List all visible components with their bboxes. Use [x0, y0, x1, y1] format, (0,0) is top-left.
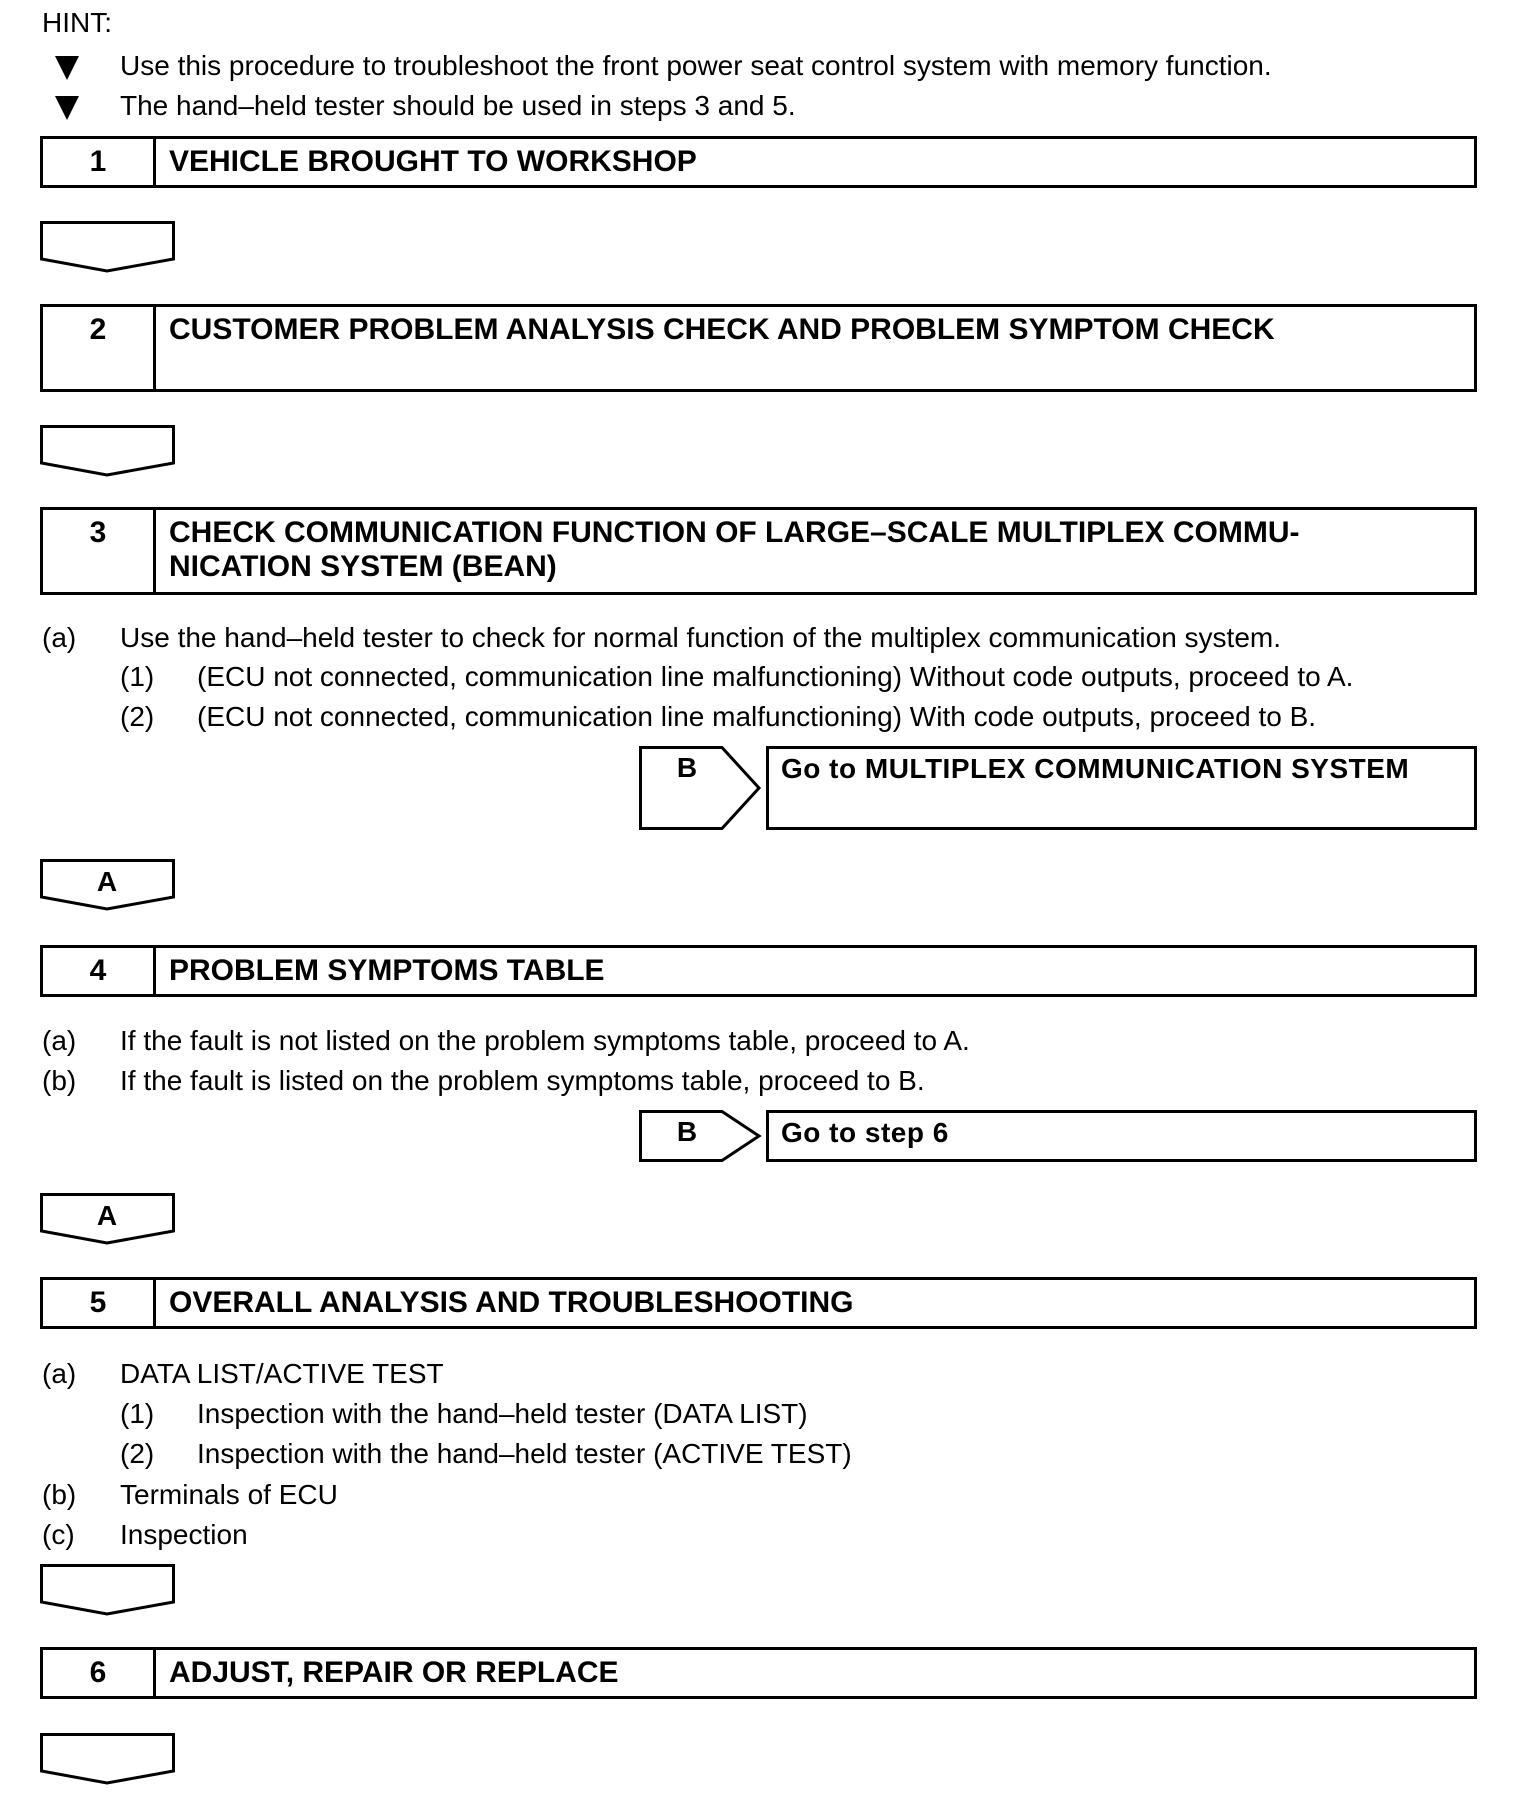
step-title-line: NICATION SYSTEM (BEAN)	[169, 550, 557, 583]
flow-arrow-down-icon	[40, 1733, 177, 1785]
flow-arrow-a	[40, 859, 177, 911]
branch-b-target: Go to MULTIPLEX COMMUNICATION SYSTEM	[766, 746, 1477, 830]
step-number: 3	[43, 510, 156, 592]
step-number: 1	[43, 139, 156, 185]
flow-arrow-down-icon	[40, 1564, 177, 1616]
item-label: (a)	[42, 1025, 77, 1056]
step-number: 4	[43, 948, 156, 994]
branch-label: B	[676, 752, 698, 783]
step-number: 2	[43, 307, 156, 389]
step-title	[169, 516, 1444, 584]
item-text: (ECU not connected, communication line malfunctioning) Without code outputs, proceed to A.	[197, 661, 1354, 692]
item-label: (1)	[120, 661, 155, 692]
item-label: (b)	[42, 1065, 77, 1096]
step-title: VEHICLE BROUGHT TO WORKSHOP	[169, 145, 697, 178]
item-text: Inspection with the hand–held tester (ACTIVE TEST)	[197, 1438, 852, 1469]
item-label: (c)	[42, 1519, 75, 1550]
hint-bullet: Use this procedure to troubleshoot the front power seat control system with memory function.	[120, 50, 1272, 81]
item-text: If the fault is not listed on the problem symptoms table, proceed to A.	[120, 1025, 970, 1056]
bullet-triangle-icon	[55, 96, 79, 120]
item-text: Use the hand–held tester to check for normal function of the multiplex communication system.	[120, 622, 1282, 653]
step-5-box	[40, 1277, 1477, 1329]
branch-b-tag	[639, 746, 763, 830]
step-title: CUSTOMER PROBLEM ANALYSIS CHECK AND PROBLEM SYMPTOM CHECK	[169, 313, 1275, 346]
step-6-box	[40, 1647, 1477, 1699]
branch-b-tag	[639, 1110, 763, 1162]
item-text: Inspection with the hand–held tester (DATA LIST)	[197, 1398, 808, 1429]
branch-label: A	[96, 866, 118, 897]
branch-label: A	[96, 1200, 118, 1231]
flow-arrow-a	[40, 1193, 177, 1245]
item-text: If the fault is listed on the problem symptoms table, proceed to B.	[120, 1065, 925, 1096]
step-number: 5	[43, 1280, 156, 1326]
item-text: DATA LIST/ACTIVE TEST	[120, 1358, 444, 1389]
item-label: (1)	[120, 1398, 155, 1429]
bullet-triangle-icon	[55, 56, 79, 80]
item-label: (a)	[42, 622, 77, 653]
branch-label: B	[676, 1116, 698, 1147]
step-4-box	[40, 945, 1477, 997]
flow-arrow-down-icon	[40, 221, 177, 273]
item-text: Inspection	[120, 1519, 248, 1550]
item-text: (ECU not connected, communication line malfunctioning) With code outputs, proceed to B.	[197, 701, 1317, 732]
step-title: OVERALL ANALYSIS AND TROUBLESHOOTING	[169, 1286, 854, 1319]
branch-b-target: Go to step 6	[766, 1110, 1477, 1162]
step-title-line: CHECK COMMUNICATION FUNCTION OF LARGE–SCALE MULTIPLEX COMMU-	[169, 516, 1300, 549]
hint-label: HINT:	[42, 7, 112, 38]
step-2-box	[40, 304, 1477, 392]
hint-bullet: The hand–held tester should be used in steps 3 and 5.	[120, 90, 796, 121]
step-3-box	[40, 507, 1477, 595]
item-text: Terminals of ECU	[120, 1479, 338, 1510]
item-label: (a)	[42, 1358, 77, 1389]
step-title: ADJUST, REPAIR OR REPLACE	[169, 1656, 619, 1689]
flow-arrow-down-icon	[40, 425, 177, 477]
item-label: (b)	[42, 1479, 77, 1510]
item-label: (2)	[120, 1438, 155, 1469]
step-1-box	[40, 136, 1477, 188]
item-label: (2)	[120, 701, 155, 732]
step-title: PROBLEM SYMPTOMS TABLE	[169, 954, 605, 987]
step-number: 6	[43, 1650, 156, 1696]
